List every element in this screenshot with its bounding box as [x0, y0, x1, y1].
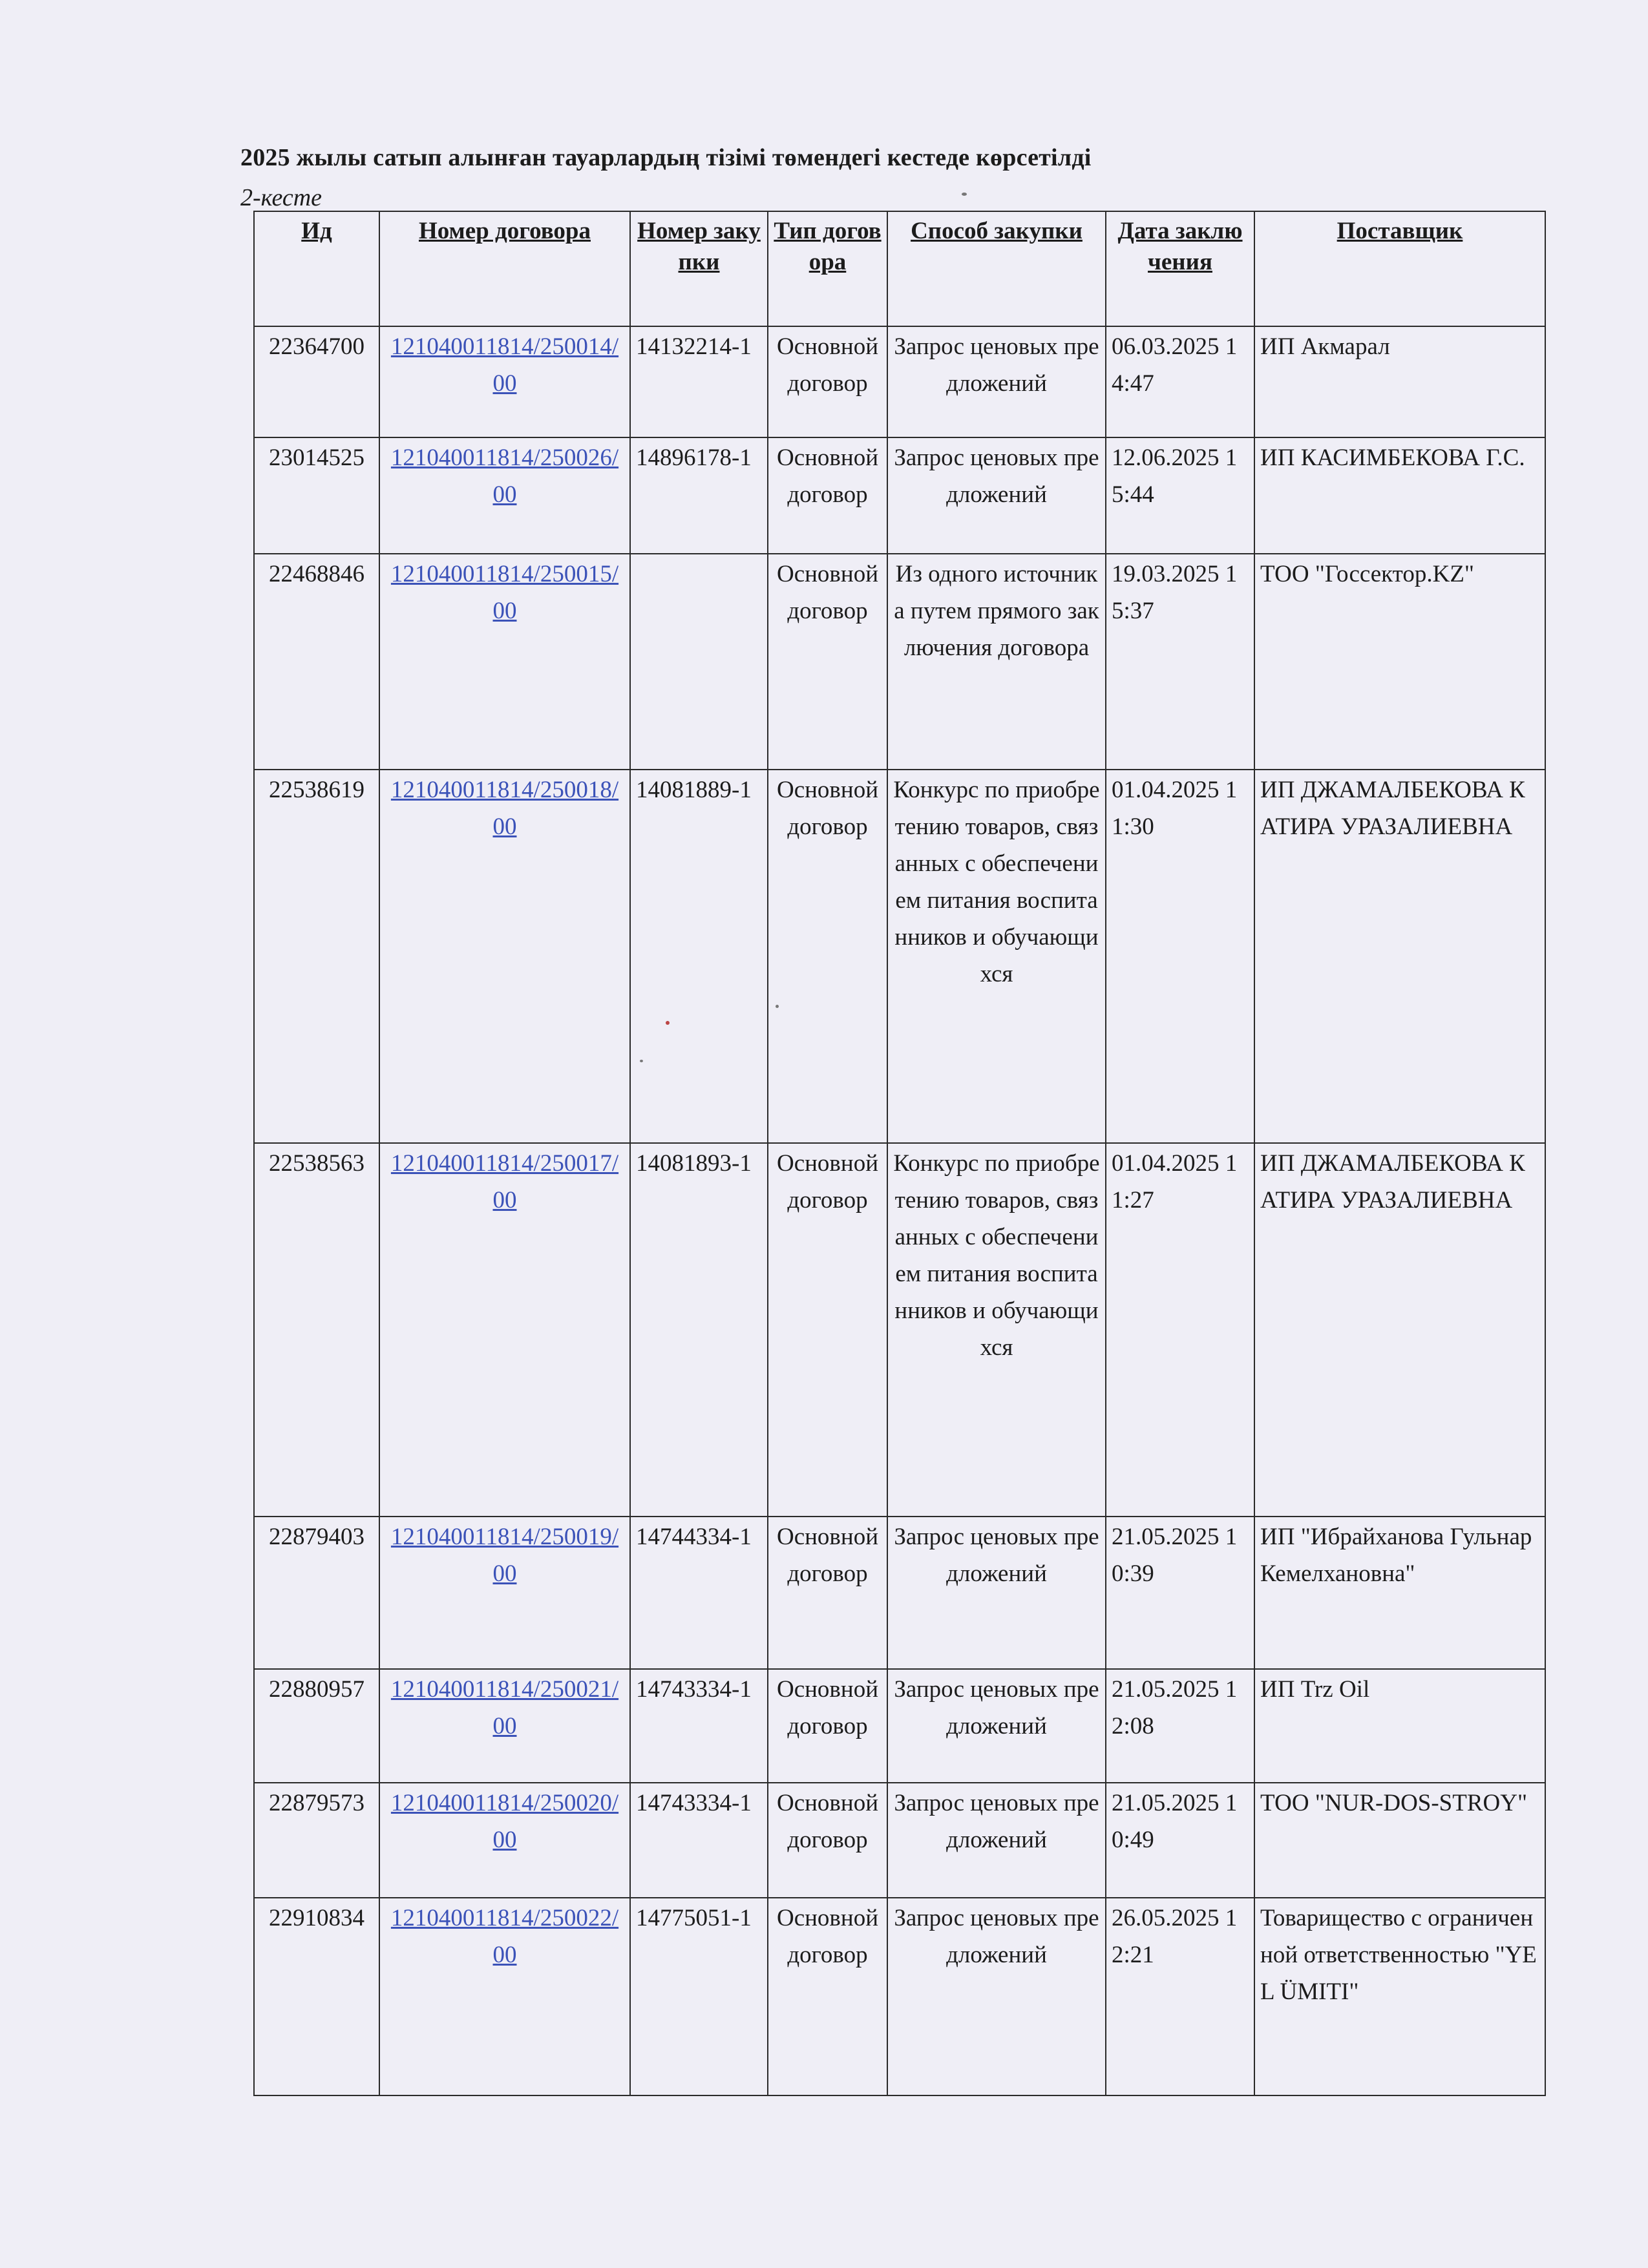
cell-id: 23014525 [254, 437, 379, 554]
cell-conclusion-date: 21.05.2025 12:08 [1106, 1669, 1254, 1783]
contract-link[interactable]: 121040011814/250026/00 [390, 445, 619, 508]
cell-conclusion-date: 12.06.2025 15:44 [1106, 437, 1254, 554]
cell-purchase-method: Запрос ценовых предложений [887, 326, 1106, 437]
cell-conclusion-date: 06.03.2025 14:47 [1106, 326, 1254, 437]
table-row [254, 554, 1545, 770]
cell-supplier: ИП ДЖАМАЛБЕКОВА КАТИРА УРАЗАЛИЕВНА [1254, 770, 1545, 1143]
cell-supplier: ИП Акмарал [1254, 326, 1545, 437]
cell-contract-number [379, 1517, 630, 1669]
cell-contract-number [379, 554, 630, 770]
cell-conclusion-date: 21.05.2025 10:49 [1106, 1783, 1254, 1898]
contract-link[interactable]: 121040011814/250017/00 [390, 1150, 619, 1213]
table-caption: 2-кесте [240, 184, 322, 211]
contract-link[interactable]: 121040011814/250019/00 [390, 1524, 619, 1587]
cell-contract-number [379, 770, 630, 1143]
header-contract-number: Номер договора [379, 211, 630, 326]
cell-purchase-number: 14081889-1 [630, 770, 768, 1143]
cell-contract-number [379, 1143, 630, 1517]
cell-supplier: ИП Trz Oil [1254, 1669, 1545, 1783]
table-row [254, 326, 1545, 437]
cell-purchase-number: 14743334-1 [630, 1669, 768, 1783]
cell-id: 22880957 [254, 1669, 379, 1783]
header-supplier: Поставщик [1254, 211, 1545, 326]
table-row [254, 1783, 1545, 1898]
table-row [254, 1898, 1545, 2095]
scan-speck [776, 1005, 779, 1008]
cell-id: 22910834 [254, 1898, 379, 2095]
document-heading: 2025 жылы сатып алынған тауарлардың тізімі төмендегі кестеде көрсетілді [240, 144, 1092, 171]
scan-speck [640, 1060, 643, 1062]
contract-link[interactable]: 121040011814/250022/00 [390, 1905, 619, 1968]
cell-id: 22538563 [254, 1143, 379, 1517]
header-contract-type: Тип договора [768, 211, 887, 326]
cell-supplier: ИП ДЖАМАЛБЕКОВА КАТИРА УРАЗАЛИЕВНА [1254, 1143, 1545, 1517]
contract-link[interactable]: 121040011814/250021/00 [390, 1676, 619, 1739]
cell-contract-type: Основной договор [768, 326, 887, 437]
cell-purchase-number: 14896178-1 [630, 437, 768, 554]
cell-supplier: ИП КАСИМБЕКОВА Г.С. [1254, 437, 1545, 554]
contract-link[interactable]: 121040011814/250015/00 [390, 561, 619, 624]
table-header-row [254, 211, 1545, 326]
cell-purchase-number: 14775051-1 [630, 1898, 768, 2095]
table-row [254, 1517, 1545, 1669]
cell-conclusion-date: 01.04.2025 11:27 [1106, 1143, 1254, 1517]
cell-contract-type: Основной договор [768, 1669, 887, 1783]
header-conclusion-date: Дата заключения [1106, 211, 1254, 326]
cell-purchase-method: Запрос ценовых предложений [887, 1898, 1106, 2095]
cell-purchase-number [630, 554, 768, 770]
cell-contract-type: Основной договор [768, 554, 887, 770]
cell-conclusion-date: 21.05.2025 10:39 [1106, 1517, 1254, 1669]
cell-contract-type: Основной договор [768, 1143, 887, 1517]
cell-contract-number [379, 437, 630, 554]
table-row [254, 1669, 1545, 1783]
cell-purchase-method: Конкурс по приобретению товаров, связанных с обеспечением питания воспитанников и обучающихся [887, 770, 1106, 1143]
cell-purchase-method: Запрос ценовых предложений [887, 1783, 1106, 1898]
cell-contract-type: Основной договор [768, 1783, 887, 1898]
contract-link[interactable]: 121040011814/250020/00 [390, 1790, 619, 1853]
cell-contract-number [379, 1669, 630, 1783]
cell-contract-type: Основной договор [768, 770, 887, 1143]
cell-purchase-method: Из одного источника путем прямого заключения договора [887, 554, 1106, 770]
contract-link[interactable]: 121040011814/250014/00 [390, 333, 619, 397]
cell-id: 22879403 [254, 1517, 379, 1669]
cell-purchase-number: 14743334-1 [630, 1783, 768, 1898]
cell-id: 22538619 [254, 770, 379, 1143]
cell-contract-type: Основной договор [768, 1517, 887, 1669]
header-purchase-number: Номер закупки [630, 211, 768, 326]
cell-purchase-method: Запрос ценовых предложений [887, 1517, 1106, 1669]
scan-speck [962, 193, 967, 196]
cell-supplier: ИП "Ибрайханова Гульнар Кемелхановна" [1254, 1517, 1545, 1669]
cell-supplier: ТОО "Госсектор.KZ" [1254, 554, 1545, 770]
cell-supplier: ТОО "NUR-DOS-STROY" [1254, 1783, 1545, 1898]
contracts-table [253, 211, 1546, 2096]
table-row [254, 1143, 1545, 1517]
cell-purchase-number: 14744334-1 [630, 1517, 768, 1669]
cell-contract-number [379, 1898, 630, 2095]
contract-link[interactable]: 121040011814/250018/00 [390, 777, 619, 840]
table-row [254, 437, 1545, 554]
cell-supplier: Товарищество с ограниченной ответственностью "YEL ÜMITI" [1254, 1898, 1545, 2095]
cell-id: 22364700 [254, 326, 379, 437]
cell-purchase-method: Конкурс по приобретению товаров, связанных с обеспечением питания воспитанников и обучающихся [887, 1143, 1106, 1517]
scan-speck [666, 1021, 670, 1025]
cell-purchase-method: Запрос ценовых предложений [887, 1669, 1106, 1783]
cell-conclusion-date: 19.03.2025 15:37 [1106, 554, 1254, 770]
cell-purchase-number: 14132214-1 [630, 326, 768, 437]
cell-contract-number [379, 1783, 630, 1898]
cell-purchase-number: 14081893-1 [630, 1143, 768, 1517]
cell-contract-type: Основной договор [768, 1898, 887, 2095]
cell-id: 22879573 [254, 1783, 379, 1898]
cell-conclusion-date: 01.04.2025 11:30 [1106, 770, 1254, 1143]
table-row [254, 770, 1545, 1143]
cell-contract-type: Основной договор [768, 437, 887, 554]
cell-purchase-method: Запрос ценовых предложений [887, 437, 1106, 554]
cell-id: 22468846 [254, 554, 379, 770]
cell-conclusion-date: 26.05.2025 12:21 [1106, 1898, 1254, 2095]
header-id: Ид [254, 211, 379, 326]
cell-contract-number [379, 326, 630, 437]
header-purchase-method: Способ закупки [887, 211, 1106, 326]
